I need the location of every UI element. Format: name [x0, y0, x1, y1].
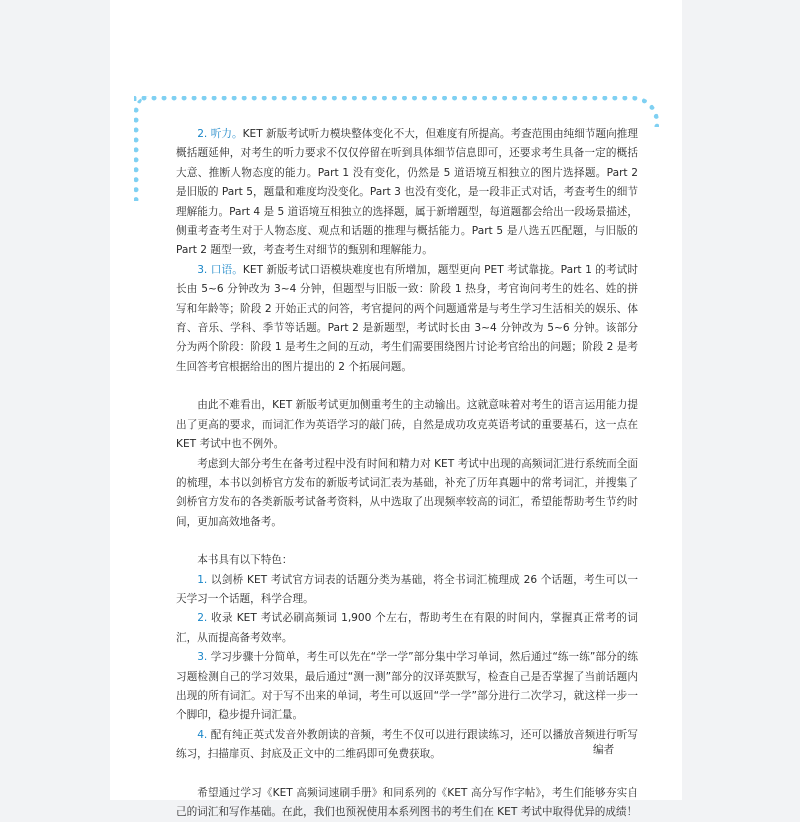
spacer: [176, 765, 638, 784]
listening-text: KET 新版考试听力模块整体变化不大，但难度有所提高。考查范围由纯细节题向推理概括题延伸，对考生的听力要求不仅仅停留在听到具体细节信息即可，还要求考生具备一定的概括大意、推断人物态度的能力。Part 1 没有变化，仍然是 5 道语境互相独立的图片选择题。Part 2 是旧版的 Part 5，题量和难度均没变化。Part 3 也没有变化，是一段非正式对话，考查考生的细节理解能力。Part 4 是 5 道语境互相独立的选择题，属于新增题型，每道题都会给出一段场景描述，侧重考查考生对于人物态度、观点和话题的推理与概括能力。Part 5 是八选五匹配题，与旧版的 Part 2 题型一致，考查考生对细节的甄别和理解能力。: [176, 128, 638, 257]
speaking-heading: 3. 口语。: [197, 263, 243, 276]
preface-content: [176, 125, 638, 822]
signature: 编者: [593, 744, 615, 756]
feature-text: 学习步骤十分简单，考生可以先在“学一学”部分集中学习单词，然后通过“练一练”部分的练习题检测自己的学习效果，最后通过“测一测”部分的汉译英默写，检查自己是否掌握了当前话题内出现的所有词汇。对于写不出来的单词，考生可以返回“学一学”部分进行二次学习，就这样一步一个脚印，稳步提升词汇量。: [176, 651, 638, 722]
dotted-frame-top: [134, 96, 659, 127]
listening-heading: 2. 听力。: [197, 128, 243, 140]
feature-text: 以剑桥 KET 考试官方词表的话题分类为基础，将全书词汇梳理成 26 个话题，考生可以一天学习一个话题，科学合理。: [176, 573, 638, 605]
book-paragraph: 考虑到大部分考生在备考过程中没有时间和精力对 KET 考试中出现的高频词汇进行系统而全面的梳理，本书以剑桥官方发布的新版考试词汇表为基础，补充了历年真题中的常考词汇，并搜集了剑桥官方发布的各类新版考试备考资料，从中选取了出现频率较高的词汇，希望能帮助考生节约时间，更加高效地备考。: [176, 457, 638, 528]
features-intro: 本书具有以下特色：: [197, 554, 293, 567]
speaking-text: KET 新版考试口语模块难度也有所增加，题型更向 PET 考试靠拢。Part 1 的考试时长由 5~6 分钟改为 3~4 分钟，但题型与旧版一致：阶段 1 热身，考官询问考生的姓名、姓的拼写和年龄等；阶段 2 开始正式的问答，考官提问的两个问题通常是与考生学习生活相关的娱乐、体育、音乐、学科、季节等话题。Part 2 是新题型，考试时长由 3~4 分钟改为 5~6 分钟。该部分分为两个阶段：阶段 1 是考生之间的互动，考生们需要围绕图片讨论考官给出的问题；阶段 2 是考生回答考官根据给出的图片提出的 2 个拓展问题。: [176, 263, 638, 373]
dotted-frame-left: [134, 96, 149, 201]
feature-number: 2.: [197, 612, 208, 625]
feature-number: 4.: [197, 728, 208, 741]
feature-item-2: [176, 609, 638, 648]
feature-item-3: [176, 648, 638, 726]
feature-item-1: [176, 571, 638, 610]
listening-paragraph: [176, 125, 638, 261]
output-paragraph: 由此不难看出，KET 新版考试更加侧重考生的主动输出。这就意味着对考生的语言运用能力提出了更高的要求，而词汇作为英语学习的敲门砖，自然是成功攻克英语考试的重要基石，这一点在 KET 考试中也不例外。: [176, 399, 638, 451]
closing-paragraph: 希望通过学习《KET 高频词速刷手册》和同系列的《KET 高分写作字帖》，考生们能够夯实自己的词汇和写作基础。在此，我们也预祝使用本系列图书的考生们在 KET 考试中取得优异的成绩！: [176, 786, 638, 818]
feature-number: 3.: [197, 651, 208, 664]
feature-text: 收录 KET 考试必刷高频词 1,900 个左右，帮助考生在有限的时间内，掌握真正常考的词汇，从而提高备考效率。: [176, 612, 638, 644]
spacer: [176, 532, 638, 551]
spacer: [176, 377, 638, 396]
speaking-paragraph: [176, 261, 638, 377]
feature-item-4: [176, 726, 638, 765]
feature-number: 1.: [197, 573, 208, 586]
feature-text: 配有纯正英式发音外教朗读的音频，考生不仅可以进行跟读练习，还可以播放音频进行听写练习，扫描扉页、封底及正文中的二维码即可免费获取。: [176, 728, 638, 761]
